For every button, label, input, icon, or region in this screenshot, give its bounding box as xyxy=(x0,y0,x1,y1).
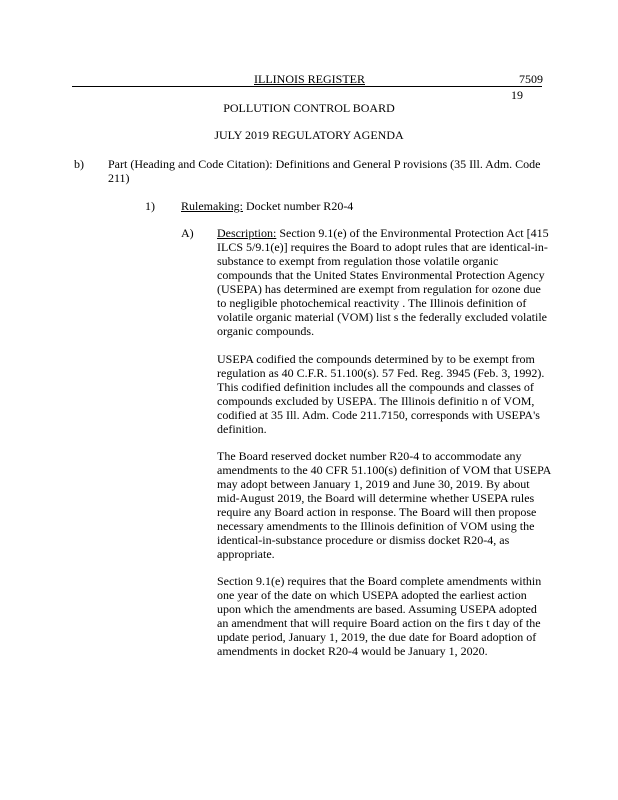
page-number: 7509 xyxy=(519,72,543,86)
paragraph-2: USEPA codified the compounds determined by to be exempt from regulation as 40 C.F.R. 51.100(s). 57 Fed. Reg. 3945 (Feb. 3, 1992). This codified definition includes all the compounds and classes of compounds excluded by USEPA. The Illinois definitio n of VOM, codified at 35 Ill. Adm. Code 211.7150, corresponds with USEPA's definition. xyxy=(217,352,545,436)
item-a-label: A) xyxy=(181,226,194,240)
description-label: Description: xyxy=(217,226,277,240)
description-text: Section 9.1(e) of the Environmental Protection Act [415 ILCS 5/9.1(e)] requires the Board to adopt rules that are identical-in-substance to exempt from regulation those volatile organic compounds that the United States Environmental Protection Agency (USEPA) has determined are exempt from regulation for ozone due to negligible photochemical reactivity . The Illinois definition of volatile organic material (VOM) list s the federally excluded volatile organic compounds. xyxy=(217,226,549,338)
description-paragraph xyxy=(217,226,551,338)
paragraph-4: Section 9.1(e) requires that the Board complete amendments within one year of the date on which USEPA adopted the earliest action upon which the amendments are based. Assuming USEPA adopted an amendment that will require Board action on the firs t day of the update period, January 1, 2019, the due date for Board adoption of amendments in docket R20-4 would be January 1, 2020. xyxy=(217,574,542,658)
volume-number: 19 xyxy=(511,88,523,102)
rulemaking-label: Rulemaking: xyxy=(181,199,243,213)
register-title: ILLINOIS REGISTER xyxy=(254,72,365,86)
item-1-label: 1) xyxy=(145,199,155,213)
section-b-label: b) xyxy=(74,157,84,171)
rulemaking-value: Docket number R20-4 xyxy=(243,199,354,213)
board-name: POLLUTION CONTROL BOARD xyxy=(223,101,395,115)
agenda-title: JULY 2019 REGULATORY AGENDA xyxy=(214,128,404,142)
rulemaking-line xyxy=(181,199,353,213)
header-rule xyxy=(72,86,542,87)
paragraph-3: The Board reserved docket number R20-4 to accommodate any amendments to the 40 CFR 51.100(s) definition of VOM that USEPA may adopt between January 1, 2019 and June 30, 2019. By about mid-August 2019, the Board will determine whether USEPA rules require any Board action in response. The Board will then propose necessary amendments to the Illinois definition of VOM using the identical-in-substance procedure or dismiss docket R20-4, as appropriate. xyxy=(217,449,551,561)
section-b-text: Part (Heading and Code Citation): Definitions and General P rovisions (35 Ill. Adm. Code 211) xyxy=(108,157,541,185)
